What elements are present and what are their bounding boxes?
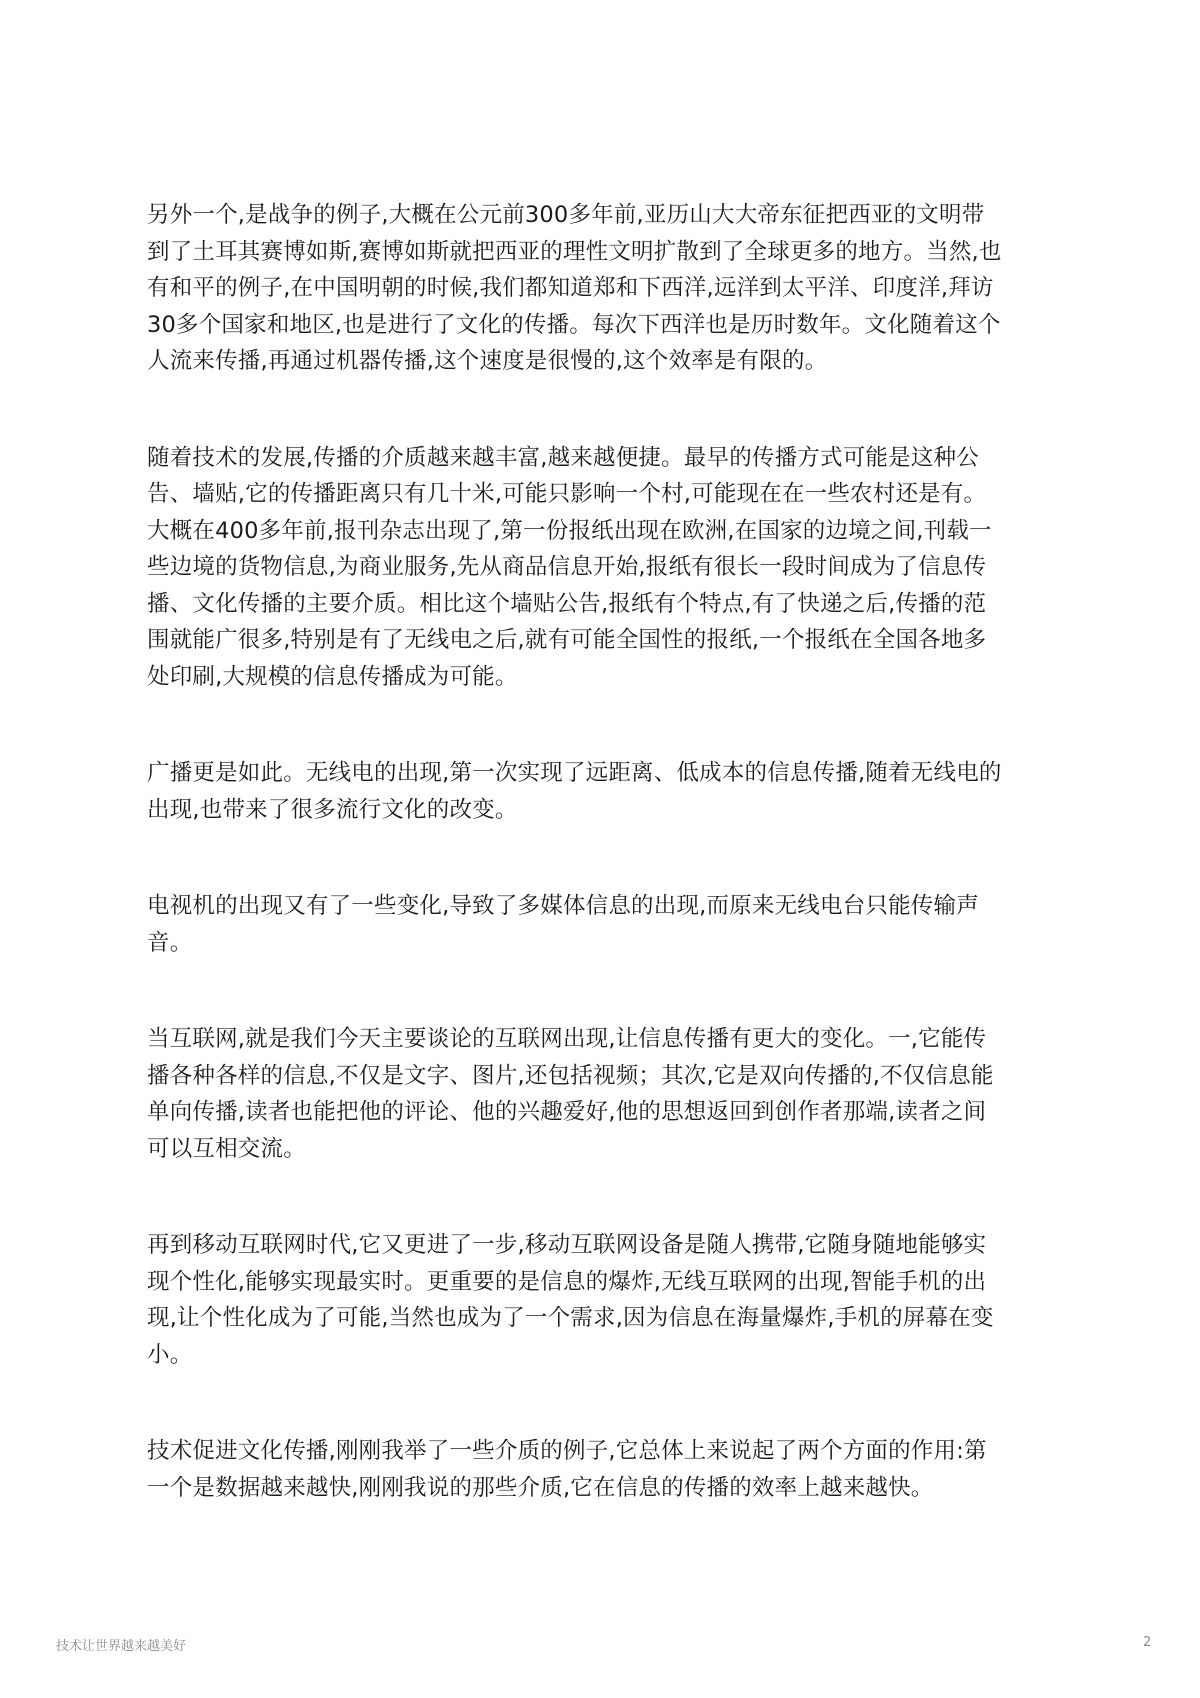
paragraph-line: 有和平的例子,在中国明朝的时候,我们都知道郑和下西洋,远洋到太平洋、印度洋,拜访 <box>147 275 994 301</box>
paragraph <box>147 1021 1087 1167</box>
paragraph-line: 30多个国家和地区,也是进行了文化的传播。每次下西洋也是历时数年。文化随着这个 <box>147 311 1001 338</box>
paragraph-line: 围就能广很多,特别是有了无线电之后,就有可能全国性的报纸,一个报纸在全国各地多 <box>147 627 987 653</box>
paragraph <box>147 1227 1087 1373</box>
paragraph-line: 音。 <box>147 929 193 956</box>
paragraph <box>147 1433 1087 1506</box>
paragraph-line: 播各种各样的信息,不仅是文字、图片,还包括视频；其次,它是双向传播的,不仅信息能 <box>147 1062 994 1089</box>
paragraph-line: 出现,也带来了很多流行文化的改变。 <box>147 796 518 823</box>
paragraph-line: 人流来传播,再通过机器传播,这个速度是很慢的,这个效率是有限的。 <box>147 348 828 374</box>
paragraph-line: 当互联网,就是我们今天主要谈论的互联网出现,让信息传播有更大的变化。一,它能传 <box>147 1026 987 1052</box>
paragraph-line: 到了土耳其赛博如斯,赛博如斯就把西亚的理性文明扩散到了全球更多的地方。当然,也 <box>147 238 1002 265</box>
paragraph-line: 技术促进文化传播,刚刚我举了一些介质的例子,它总体上来说起了两个方面的作用:第 <box>147 1438 987 1464</box>
document-body <box>147 197 1087 1566</box>
paragraph-line: 一个是数据越来越快,刚刚我说的那些介质,它在信息的传播的效率上越来越快。 <box>147 1474 934 1501</box>
footer-title: 技术让世界越来越美好 <box>56 1639 187 1654</box>
paragraph-line: 播、文化传播的主要介质。相比这个墙贴公告,报纸有个特点,有了快递之后,传播的范 <box>147 590 987 617</box>
paragraph <box>147 888 1087 961</box>
paragraph-line: 大概在400多年前,报刊杂志出现了,第一份报纸出现在欧洲,在国家的边境之间,刊载一 <box>147 517 992 544</box>
paragraph-line: 现个性化,能够实现最实时。更重要的是信息的爆炸,无线互联网的出现,智能手机的出 <box>147 1268 987 1295</box>
paragraph <box>147 755 1087 828</box>
paragraph-line: 告、墙贴,它的传播距离只有几十米,可能只影响一个村,可能现在在一些农村还是有。 <box>147 481 987 507</box>
paragraph-line: 现,让个性化成为了可能,当然也成为了一个需求,因为信息在海量爆炸,手机的屏幕在变 <box>147 1305 994 1331</box>
paragraph-line: 再到移动互联网时代,它又更进了一步,移动互联网设备是随人携带,它随身随地能够实 <box>147 1232 987 1258</box>
paragraph-line: 电视机的出现又有了一些变化,导致了多媒体信息的出现,而原来无线电台只能传输声 <box>147 893 979 919</box>
page-number: 2 <box>1143 1635 1152 1650</box>
paragraph-line: 可以互相交流。 <box>147 1135 306 1162</box>
paragraph-line: 小。 <box>147 1341 193 1368</box>
paragraph-line: 些边境的货物信息,为商业服务,先从商品信息开始,报纸有很长一段时间成为了信息传 <box>147 554 987 580</box>
paragraph-line: 单向传播,读者也能把他的评论、他的兴趣爱好,他的思想返回到创作者那端,读者之间 <box>147 1099 987 1125</box>
paragraph <box>147 197 1087 380</box>
paragraph-line: 随着技术的发展,传播的介质越来越丰富,越来越便捷。最早的传播方式可能是这种公 <box>147 444 979 471</box>
paragraph-line: 广播更是如此。无线电的出现,第一次实现了远距离、低成本的信息传播,随着无线电的 <box>147 760 1002 786</box>
paragraph <box>147 440 1087 696</box>
paragraph-line: 处印刷,大规模的信息传播成为可能。 <box>147 663 518 690</box>
paragraph-line: 另外一个,是战争的例子,大概在公元前300多年前,亚历山大大帝东征把西亚的文明带 <box>147 202 985 228</box>
